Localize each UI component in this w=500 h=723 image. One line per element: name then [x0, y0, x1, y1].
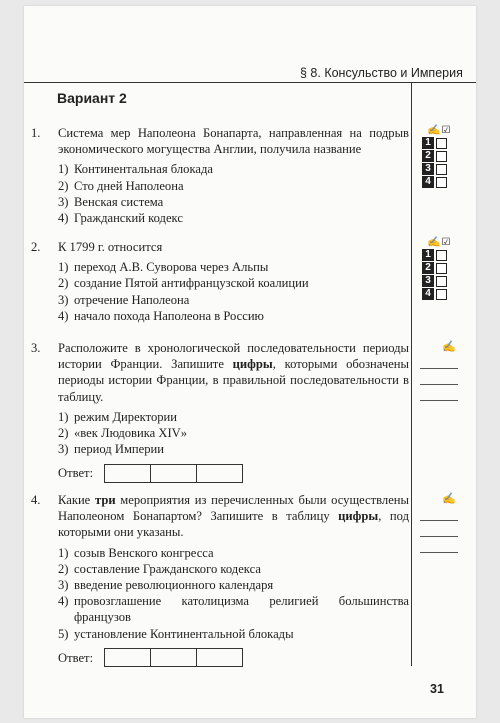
option-3[interactable]: 3) отречение Наполеона [58, 292, 190, 307]
pen-check-icon: ✍☑ [427, 237, 452, 248]
answer-line[interactable] [420, 520, 458, 521]
question-2 [31, 239, 409, 324]
question-stem: Система мер Наполеона Бонапарта, направленная на подрыв экономического могущества Англии, получила название [58, 126, 409, 157]
answer-label: Ответ: [58, 466, 94, 481]
option-2: 2) «век Людовика XIV» [58, 426, 188, 441]
answer-cell[interactable] [197, 649, 242, 666]
option-2: 2) составление Гражданского кодекса [58, 561, 261, 576]
answer-line[interactable] [420, 368, 458, 369]
question-number: 4. [31, 493, 41, 507]
answer-checkbox[interactable] [436, 250, 447, 261]
option-4: 4) провозглашение католицизма религией большинства французов [58, 594, 409, 625]
answer-line[interactable] [420, 400, 458, 401]
answer-line[interactable] [420, 552, 458, 553]
answer-cell[interactable] [105, 649, 151, 666]
margin-divider [411, 83, 412, 666]
answer-line[interactable] [420, 536, 458, 537]
question-number: 2. [31, 240, 41, 254]
answer-checkbox[interactable] [436, 138, 447, 149]
page-number: 31 [430, 682, 444, 696]
option-1[interactable]: 1) Континентальная блокада [58, 162, 213, 177]
answer-line[interactable] [420, 384, 458, 385]
answer-boxes-q1: ✍☑ 1 2 3 4 [422, 126, 451, 188]
option-5: 5) установление Континентальной блокады [58, 626, 294, 641]
answer-checkbox[interactable] [436, 289, 447, 300]
answer-table [104, 464, 243, 483]
answer-checkbox[interactable] [436, 263, 447, 274]
answer-row [58, 463, 409, 483]
answer-cell[interactable] [197, 465, 242, 482]
answer-boxes-q2: ✍☑ 1 2 3 4 [422, 238, 451, 300]
option-3[interactable]: 3) Венская система [58, 194, 164, 209]
answer-checkbox[interactable] [436, 276, 447, 287]
variant-title: Вариант 2 [57, 90, 127, 106]
question-stem: Расположите в хронологической последовательности периоды истории Франции. Запишите цифры, которыми обозначены периоды истории Франции, в правильной последовательности в таблицу. [58, 341, 409, 404]
option-1: 1) режим Директории [58, 409, 178, 424]
option-3: 3) период Империи [58, 442, 165, 457]
question-number: 3. [31, 341, 41, 355]
answer-lines-q4 [420, 493, 458, 553]
pen-icon: ✍ [442, 493, 456, 505]
answer-label: Ответ: [58, 650, 94, 665]
answer-cell[interactable] [151, 649, 197, 666]
question-stem: К 1799 г. относится [58, 240, 163, 254]
answer-row [58, 648, 409, 668]
option-1: 1) созыв Венского конгресса [58, 545, 214, 560]
question-1 [31, 125, 409, 226]
answer-checkbox[interactable] [436, 164, 447, 175]
option-1[interactable]: 1) переход А.В. Суворова через Альпы [58, 260, 269, 275]
pen-icon: ✍ [442, 341, 456, 353]
answer-checkbox[interactable] [436, 151, 447, 162]
answer-lines-q3 [420, 341, 458, 401]
option-4[interactable]: 4) Гражданский кодекс [58, 211, 183, 226]
pen-check-icon: ✍☑ [427, 125, 452, 136]
option-3: 3) введение революционного календаря [58, 578, 274, 593]
answer-table [104, 648, 243, 667]
answer-cell[interactable] [151, 465, 197, 482]
section-header: § 8. Консульство и Империя [300, 66, 463, 80]
answer-cell[interactable] [105, 465, 151, 482]
header-rule [24, 82, 476, 83]
question-3 [31, 340, 409, 483]
answer-checkbox[interactable] [436, 177, 447, 188]
question-stem: Какие три мероприятия из перечисленных были осуществлены Наполеоном Бонапартом? Запишите в таблицу цифры, под которыми они указаны. [58, 493, 410, 540]
question-number: 1. [31, 126, 41, 140]
option-2[interactable]: 2) Сто дней Наполеона [58, 178, 184, 193]
option-2[interactable]: 2) создание Пятой антифранцузской коалиции [58, 276, 309, 291]
question-4 [31, 492, 409, 668]
option-4[interactable]: 4) начало похода Наполеона в Россию [58, 308, 264, 323]
